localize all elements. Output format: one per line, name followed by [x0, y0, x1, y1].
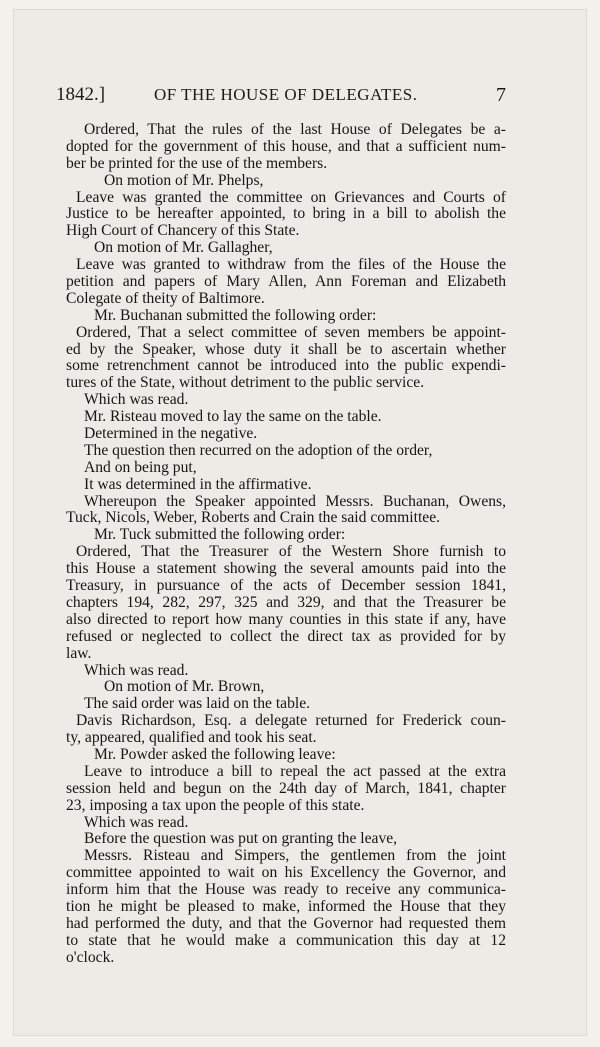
text-line: petition and papers of Mary Allen, Ann Foreman and Elizabeth — [66, 273, 506, 291]
text-line: to state that he would make a communication this day at 12 — [66, 931, 506, 949]
text-line: On motion of Mr. Phelps, — [104, 171, 264, 189]
text-line: Justice to be hereafter appointed, to bring in a bill to abolish the — [66, 205, 506, 223]
text-line: Ordered, That a select committee of seven members be appoint- — [76, 323, 506, 341]
text-line: committee appointed to wait on his Excellency the Governor, and — [66, 864, 506, 882]
page-number: 7 — [496, 84, 506, 106]
text-line: chapters 194, 282, 297, 325 and 329, and that the Treasurer be — [66, 593, 506, 611]
text-line: Which was read. — [84, 661, 189, 679]
text-line: some retrenchment cannot be introduced into the public expendi- — [66, 357, 506, 375]
text-line: Determined in the negative. — [84, 425, 258, 443]
text-line: Whereupon the Speaker appointed Messrs. Buchanan, Owens, — [84, 492, 506, 510]
text-line: this House a statement showing the several amounts paid into the — [66, 560, 506, 578]
text-line: The question then recurred on the adoption of the order, — [84, 441, 433, 459]
text-line: Mr. Buchanan submitted the following order: — [94, 306, 377, 324]
text-line: Messrs. Risteau and Simpers, the gentlemen from the joint — [84, 847, 506, 865]
page-header — [56, 84, 506, 110]
text-line: And on being put, — [84, 458, 197, 476]
page-sheet — [14, 10, 586, 1035]
header-date: 1842.] — [56, 84, 106, 105]
text-line: had performed the duty, and that the Governor had requested them — [66, 914, 506, 932]
text-line: High Court of Chancery of this State. — [66, 222, 300, 240]
text-line: Leave to introduce a bill to repeal the act passed at the extra — [84, 762, 506, 780]
text-line: Tuck, Nicols, Weber, Roberts and Crain the said committee. — [66, 509, 441, 527]
text-line: refused or neglected to collect the direct tax as provided for by — [66, 627, 506, 645]
text-line: Mr. Risteau moved to lay the same on the table. — [84, 408, 382, 426]
text-line: Colegate of theity of Baltimore. — [66, 289, 265, 307]
text-line: Leave was granted the committee on Grievances and Courts of — [76, 188, 506, 206]
text-line: tures of the State, without detriment to the public service. — [66, 374, 425, 392]
text-line: The said order was laid on the table. — [84, 695, 311, 713]
text-line: law. — [66, 644, 92, 662]
text-line: 23, imposing a tax upon the people of this state. — [66, 796, 365, 814]
text-line: ed by the Speaker, whose duty it shall be to ascertain whether — [66, 340, 506, 358]
text-line: Mr. Powder asked the following leave: — [94, 745, 336, 763]
header-title: OF THE HOUSE OF DELEGATES. — [154, 85, 418, 104]
text-line: also directed to report how many counties in this state if any, have — [66, 610, 506, 628]
text-line: tion he might be pleased to make, informed the House that they — [66, 897, 506, 915]
text-line: o'clock. — [66, 948, 115, 966]
text-line: Ordered, That the Treasurer of the Western Shore furnish to — [76, 543, 506, 561]
text-line: ty, appeared, qualified and took his seat. — [66, 729, 317, 747]
text-line: On motion of Mr. Gallagher, — [94, 239, 273, 257]
text-line: Before the question was put on granting the leave, — [84, 830, 398, 848]
text-line: ber be printed for the use of the members. — [66, 154, 328, 172]
text-line: Leave was granted to withdraw from the files of the House the — [76, 256, 506, 274]
text-line: session held and begun on the 24th day of March, 1841, chapter — [66, 779, 506, 797]
body-text — [66, 122, 506, 967]
text-line: Davis Richardson, Esq. a delegate returned for Frederick coun- — [76, 712, 506, 730]
text-line: Which was read. — [84, 391, 189, 409]
text-line: dopted for the government of this house, and that a sufficient num- — [66, 137, 506, 155]
text-line: Treasury, in pursuance of the acts of December session 1841, — [66, 577, 506, 595]
text-line: On motion of Mr. Brown, — [104, 678, 265, 696]
text-line: It was determined in the affirmative. — [84, 475, 312, 493]
text-line: Ordered, That the rules of the last House of Delegates be a- — [84, 121, 506, 138]
text-line: Mr. Tuck submitted the following order: — [94, 526, 346, 544]
text-line: inform him that the House was ready to receive any communica- — [66, 881, 506, 899]
text-line: Which was read. — [84, 813, 189, 831]
